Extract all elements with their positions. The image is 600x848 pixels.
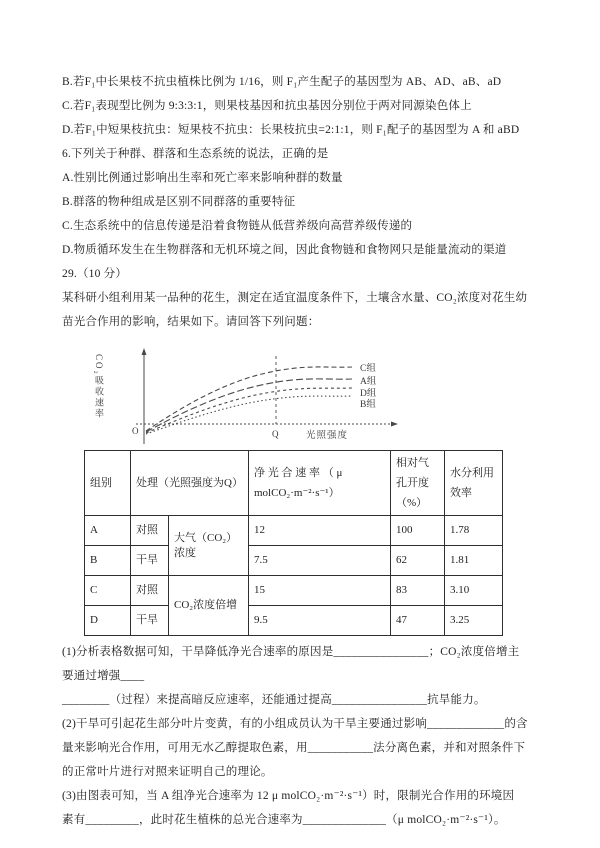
table-row-a (85, 516, 503, 546)
cell-treat: 对照 (131, 576, 169, 606)
light-response-chart (106, 346, 426, 448)
q6-option-d: D.物质循环发生在生物群落和无机环境之间，因此食物链和食物网只是能量流动的渠道 (62, 244, 507, 256)
q29-2-line1: (2)干旱可引起花生部分叶片变黄，有的小组成员认为干旱主要通过影响_____________的含 (62, 718, 528, 730)
x-axis-arrow (391, 422, 398, 427)
header-group: 组别 (85, 451, 131, 516)
q29-2-line3: 的正常叶片进行对照来证明自己的理论。 (62, 766, 273, 778)
curve-group-b (146, 396, 352, 434)
cell-net: 12 (249, 516, 391, 546)
cell-treat: 干旱 (131, 546, 169, 576)
sub-questions (62, 640, 550, 832)
q5-option-b: B.若F₁中长果枝不抗虫植株比例为 1/16，则 F₁产生配子的基因型为 AB、AD、aB、aD (62, 76, 502, 88)
q-tick-label: Q (272, 429, 279, 439)
q6-stem: 6.下列关于种群、群落和生态系统的说法，正确的是 (62, 148, 329, 160)
q29-1-line1: (1)分析表格数据可知，干旱降低净光合速率的原因是________________；CO₂浓度倍增主 (62, 646, 520, 658)
header-treatment: 处理（光照强度为Q） (131, 451, 249, 516)
header-water-use: 水分利用效率 (445, 451, 503, 516)
origin-label: O (132, 426, 139, 436)
cell-stoma: 62 (391, 546, 445, 576)
legend-group-d: D组 (360, 389, 377, 399)
cell-co2-condition: CO₂浓度倍增 (169, 576, 249, 636)
cell-treat: 对照 (131, 516, 169, 546)
cell-water: 1.78 (445, 516, 503, 546)
header-stomatal: 相对气孔开度（%） (391, 451, 445, 516)
cell-group: A (85, 516, 131, 546)
q5-option-d: D.若F₁中短果枝抗虫：短果枝不抗虫：长果枝抗虫=2:1:1，则 F₁配子的基因型为 A 和 aBD (62, 124, 520, 136)
q29-1-line2: 要通过增强____ (62, 670, 145, 682)
cell-stoma: 83 (391, 576, 445, 606)
q29-intro-line2: 苗光合作用的影响，结果如下。请回答下列问题： (62, 316, 320, 328)
results-table (84, 450, 503, 636)
q6-option-b: B.群落的物种组成是区别不同群落的重要特征 (62, 196, 296, 208)
curve-group-d (146, 388, 352, 433)
q29-intro-line1: 某科研小组利用某一品种的花生，测定在适宜温度条件下，土壤含水量、CO₂浓度对花生幼 (62, 292, 528, 304)
cell-net: 15 (249, 576, 391, 606)
legend-group-c: C组 (360, 364, 376, 374)
cell-co2-condition: 大气（CO₂）浓度 (169, 516, 249, 576)
legend-group-a: A组 (360, 377, 377, 387)
cell-water: 3.10 (445, 576, 503, 606)
cell-water: 3.25 (445, 606, 503, 636)
q29-number: 29.（10 分） (62, 268, 128, 280)
legend-group-b: B组 (360, 400, 376, 410)
q5-option-c: C.若F₁表现型比例为 9:3:3:1，则果枝基因和抗虫基因分别位于两对同源染色体上 (62, 100, 472, 112)
photosynthesis-figure (90, 346, 430, 448)
header-net-rate: 净 光 合 速 率 （ μ molCO₂·m⁻²·s⁻¹） (249, 451, 391, 516)
cell-group: D (85, 606, 131, 636)
cell-treat: 干旱 (131, 606, 169, 636)
curve-group-c (146, 367, 352, 431)
y-axis-arrow (142, 348, 147, 355)
table-row-c (85, 576, 503, 606)
table-header-row (85, 451, 503, 516)
table-row-d (85, 606, 503, 636)
x-axis-label: 光照强度 (306, 431, 349, 441)
y-axis-label: CO₂吸收速率 (94, 354, 104, 420)
q6-option-a: A.性别比例通过影响出生率和死亡率来影响种群的数量 (62, 172, 343, 184)
q29-1-line3: ________（过程）来提高暗反应速率，还能通过提高________________抗旱能力。 (62, 694, 486, 706)
cell-group: C (85, 576, 131, 606)
cell-net: 9.5 (249, 606, 391, 636)
cell-stoma: 100 (391, 516, 445, 546)
q29-3-line2: 素有_________，此时花生植株的总光合速率为______________（μ molCO₂·m⁻²·s⁻¹）。 (62, 814, 506, 826)
q29-3-line1: (3)由图表可知，当 A 组净光合速率为 12 μ molCO₂·m⁻²·s⁻¹）时，限制光合作用的环境因 (62, 790, 515, 802)
cell-stoma: 47 (391, 606, 445, 636)
table-row-b (85, 546, 503, 576)
cell-water: 1.81 (445, 546, 503, 576)
cell-group: B (85, 546, 131, 576)
cell-net: 7.5 (249, 546, 391, 576)
q6-option-c: C.生态系统中的信息传递是沿着食物链从低营养级向高营养级传递的 (62, 220, 413, 232)
q29-2-line2: 量来影响光合作用，可用无水乙醇提取色素，用___________法分离色素，并和对照条件下 (62, 742, 526, 754)
